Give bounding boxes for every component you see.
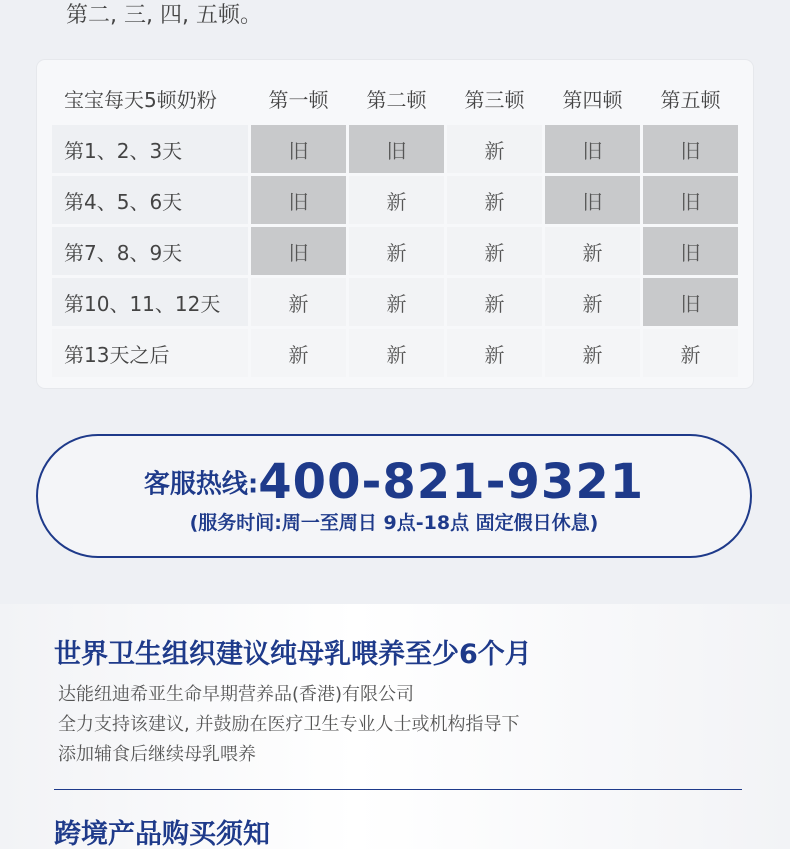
row-label: 第13天之后 [52,329,248,377]
table-cell: 旧 [643,278,738,326]
table-cell: 新 [251,329,346,377]
feeding-schedule-table [49,71,741,380]
cross-border-notice-title: 跨境产品购买须知 [54,819,270,849]
header-label: 宝宝每天5顿奶粉 [64,87,217,112]
who-recommendation-title: 世界卫生组织建议纯母乳喂养至少6个月 [54,639,532,670]
table-cell: 新 [349,176,444,224]
header-col: 第二顿 [366,87,427,112]
table-cell: 旧 [643,176,738,224]
section-divider [54,789,742,790]
table-cell: 新 [251,278,346,326]
hotline-main [38,454,750,510]
row-label: 第4、5、6天 [52,176,248,224]
table-cell: 旧 [643,227,738,275]
header-col: 第一顿 [268,87,329,112]
table-cell: 新 [447,329,542,377]
who-recommendation-text [58,680,519,770]
table-row [52,278,738,326]
table-row [52,227,738,275]
table-cell: 旧 [251,125,346,173]
table-cell: 新 [349,278,444,326]
table-cell: 新 [447,227,542,275]
hotline-number[interactable]: 400-821-9321 [258,454,645,510]
table-cell: 新 [447,176,542,224]
table-row [52,176,738,224]
table-cell: 旧 [251,227,346,275]
header-col: 第四顿 [562,87,623,112]
table-cell: 新 [643,329,738,377]
hotline-label: 客服热线: [143,469,259,500]
table-cell: 旧 [545,176,640,224]
table-cell: 旧 [349,125,444,173]
hotline-hours: (服务时间:周一至周日 9点-18点 固定假日休息) [189,512,599,534]
who-line: 全力支持该建议, 并鼓励在医疗卫生专业人士或机构指导下 [58,714,520,735]
table-cell: 新 [545,278,640,326]
header-col: 第五顿 [660,87,721,112]
customer-hotline-banner [36,434,752,558]
row-label: 第7、8、9天 [52,227,248,275]
intro-line: 第二, 三, 四, 五顿。 [66,3,262,28]
table-cell: 旧 [643,125,738,173]
row-label: 第10、11、12天 [52,278,248,326]
header-col: 第三顿 [464,87,525,112]
who-line: 添加辅食后继续母乳喂养 [58,744,256,765]
table-row [52,125,738,173]
table-cell: 新 [349,227,444,275]
table-row [52,329,738,377]
row-label: 第1、2、3天 [52,125,248,173]
table-cell: 新 [349,329,444,377]
table-header-row [52,74,738,122]
who-line: 达能纽迪希亚生命早期营养品(香港)有限公司 [58,684,415,705]
table-cell: 旧 [251,176,346,224]
table-cell: 旧 [545,125,640,173]
table-cell: 新 [447,278,542,326]
intro-text [66,0,262,31]
table-cell: 新 [545,227,640,275]
table-cell: 新 [545,329,640,377]
table-cell: 新 [447,125,542,173]
